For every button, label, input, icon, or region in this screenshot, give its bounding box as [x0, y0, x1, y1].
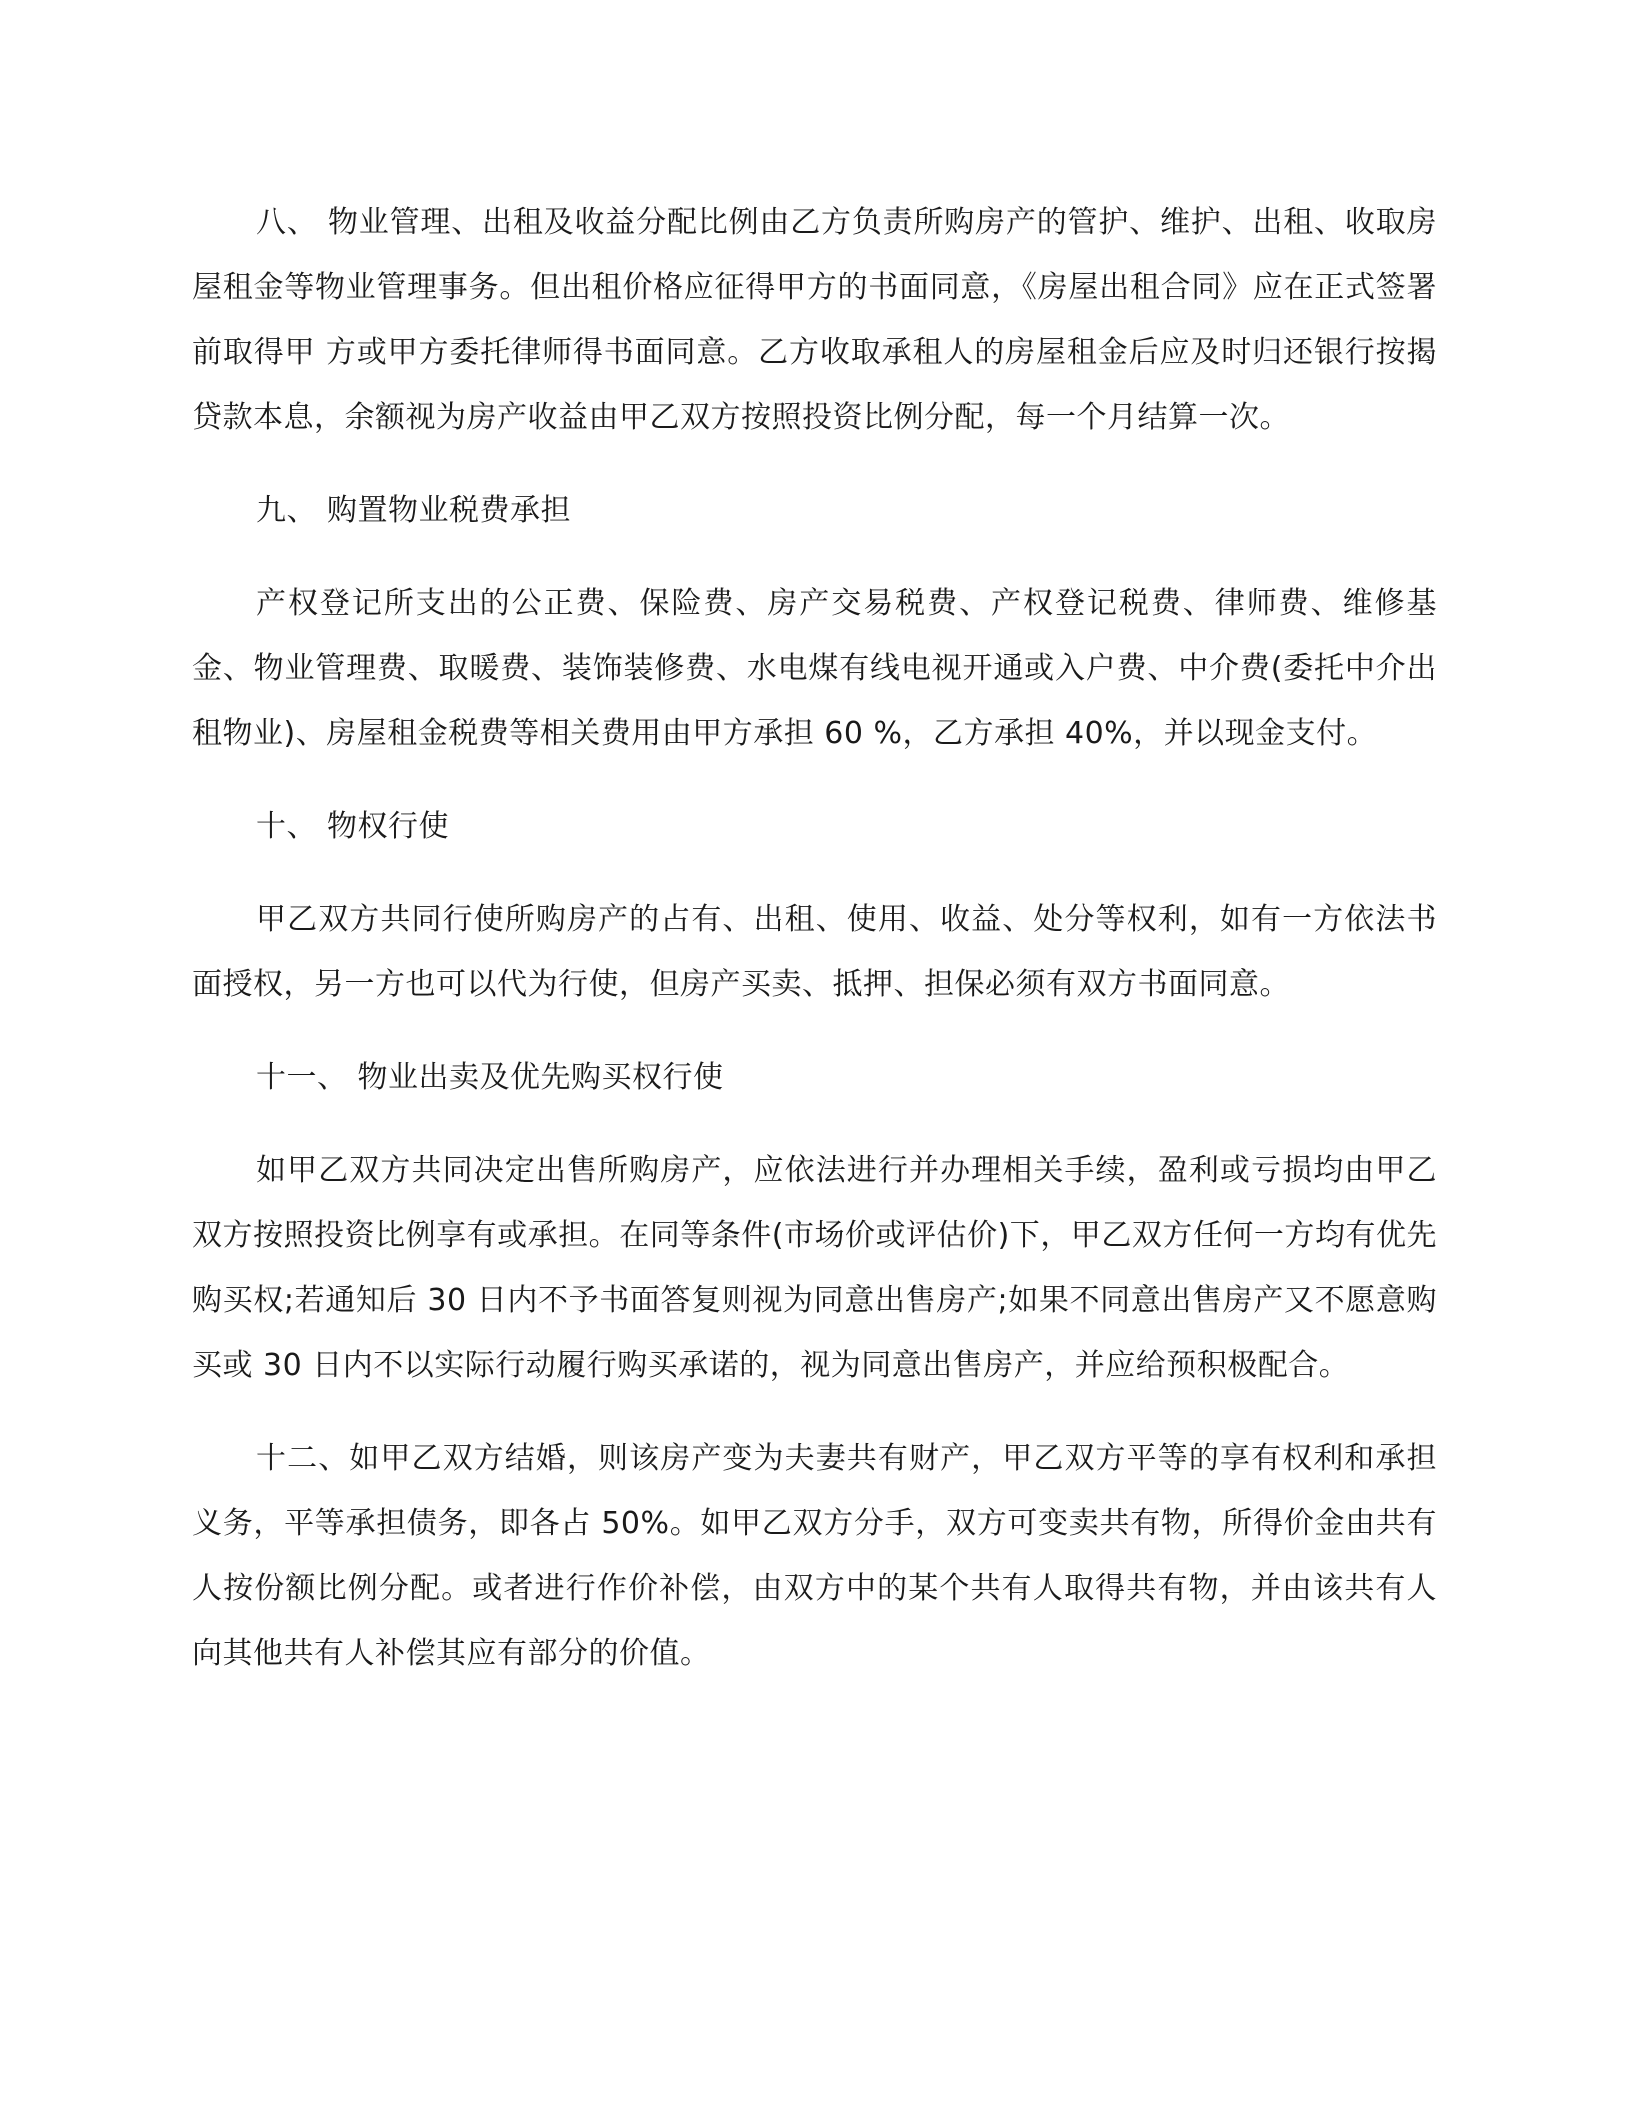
- clause-10-heading: 十、 物权行使: [256, 809, 450, 844]
- paragraph-gap: [192, 766, 1437, 794]
- clause-12-paragraph: 十二、如甲乙双方结婚，则该房产变为夫妻共有财产，甲乙双方平等的享有权利和承担义务，平等承担债务，即各占 50%。如甲乙双方分手，双方可变卖共有物，所得价金由共有人按份额比例分配。或者进行作价补偿，由双方中的某个共有人取得共有物，并由该共有人向其他共有人补偿其应有部分的价值。: [192, 1441, 1437, 1671]
- clause-9-heading: 九、 购置物业税费承担: [256, 493, 572, 528]
- clause-8-paragraph: 八、 物业管理、出租及收益分配比例由乙方负责所购房产的管护、维护、出租、收取房屋租金等物业管理事务。但出租价格应征得甲方的书面同意，《房屋出租合同》应在正式签署前取得甲 方或甲方委托律师得书面同意。乙方收取承租人的房屋租金后应及时归还银行按揭贷款本息，余额视为房产收益由甲乙双方按照投资比例分配，每一个月结算一次。: [192, 205, 1437, 435]
- clause-9-paragraph: 产权登记所支出的公正费、保险费、房产交易税费、产权登记税费、律师费、维修基金、物业管理费、取暖费、装饰装修费、水电煤有线电视开通或入户费、中介费(委托中介出租物业)、房屋租金税费等相关费用由甲方承担 60 %，乙方承担 40%，并以现金支付。: [192, 586, 1437, 751]
- paragraph-gap: [192, 1110, 1437, 1138]
- paragraph-gap: [192, 859, 1437, 887]
- paragraph-gap: [192, 1017, 1437, 1045]
- paragraph-gap: [192, 1398, 1437, 1426]
- document-body: [192, 190, 1437, 1686]
- clause-11-paragraph: 如甲乙双方共同决定出售所购房产，应依法进行并办理相关手续，盈利或亏损均由甲乙双方按照投资比例享有或承担。在同等条件(市场价或评估价)下，甲乙双方任何一方均有优先购买权;若通知后 30 日内不予书面答复则视为同意出售房产;如果不同意出售房产又不愿意购买或 30 日内不以实际行动履行购买承诺的，视为同意出售房产，并应给预积极配合。: [192, 1153, 1437, 1383]
- clause-10-paragraph: 甲乙双方共同行使所购房产的占有、出租、使用、收益、处分等权利，如有一方依法书面授权，另一方也可以代为行使，但房产买卖、抵押、担保必须有双方书面同意。: [192, 902, 1437, 1002]
- paragraph-gap: [192, 450, 1437, 478]
- clause-11-heading: 十一、 物业出卖及优先购买权行使: [256, 1060, 724, 1095]
- paragraph-gap: [192, 543, 1437, 571]
